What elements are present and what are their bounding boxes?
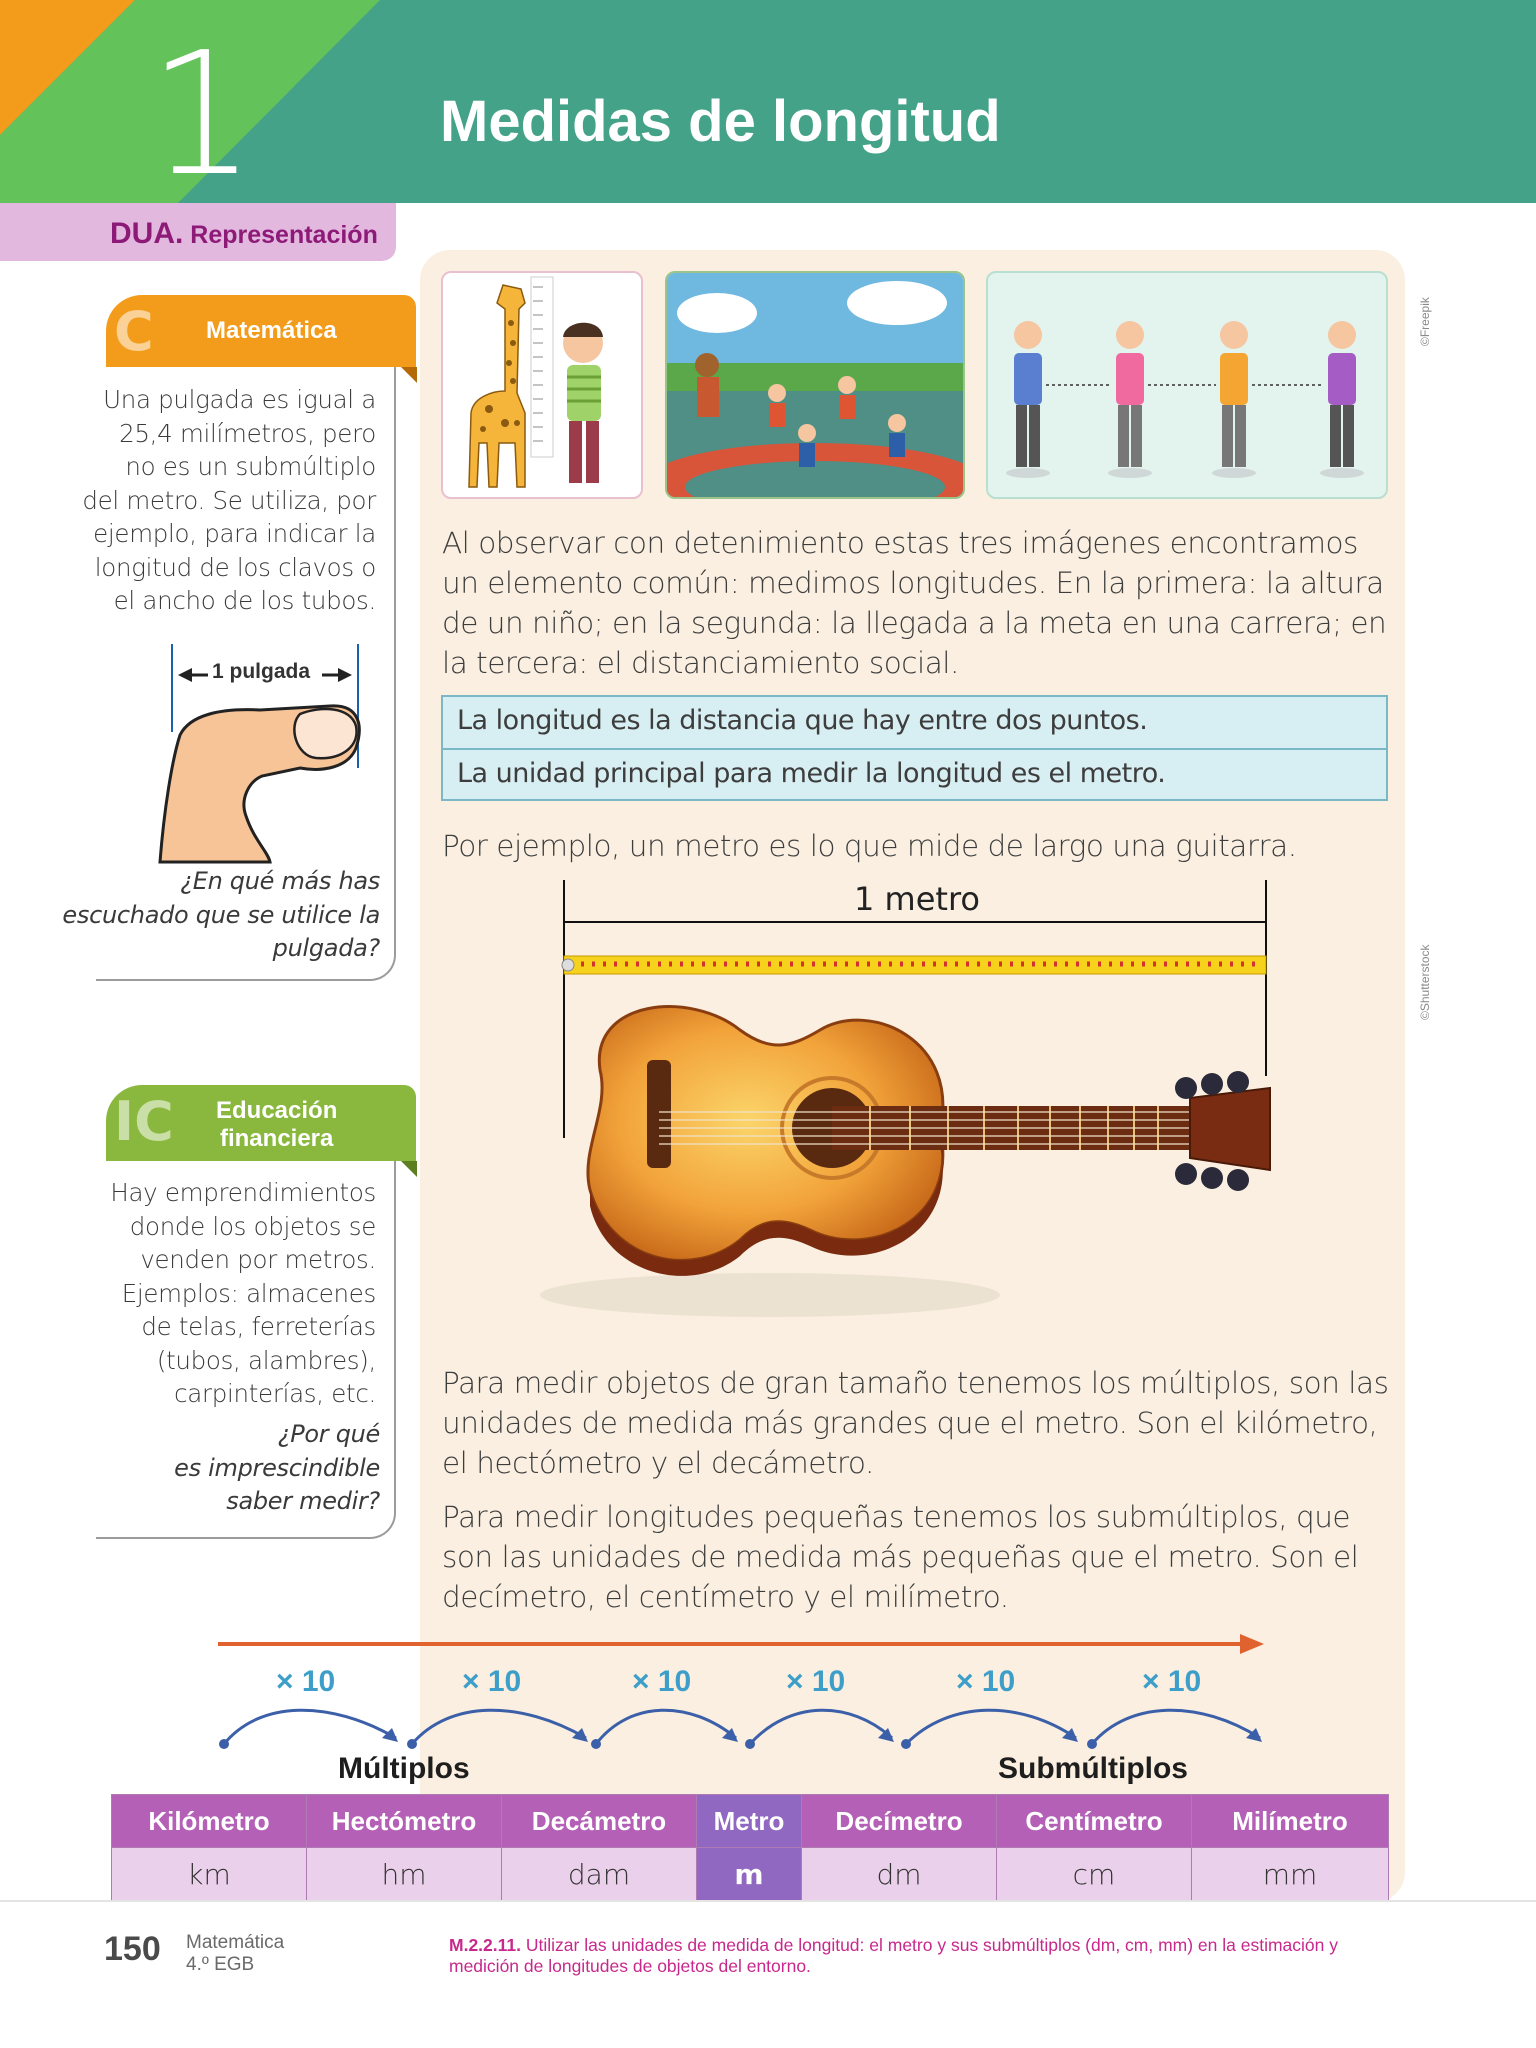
sidebar-tab-label-line1: Educación (216, 1097, 338, 1124)
text-line: ejemplo, para indicar la (93, 519, 376, 548)
curriculum-standard (449, 1935, 1409, 1977)
question-line: es imprescindible (174, 1453, 380, 1482)
footer-divider (0, 1900, 1536, 1902)
question-line: pulgada? (272, 934, 380, 962)
footer-grade: 4.º EGB (186, 1954, 255, 1975)
units-table (111, 1794, 1389, 1902)
factor-label: × 10 (1142, 1665, 1202, 1698)
text-line: Hay emprendimientos (110, 1178, 376, 1207)
tab-fold (401, 367, 417, 383)
text-line: no es un submúltiplo (125, 452, 376, 481)
c-logo-icon: C (114, 300, 154, 363)
submultiples-paragraph: Para medir longitudes pequeñas tenemos los submúltiplos, que son las unidades de medida más pequeñas que el metro. Son el decímetro, el centímetro y el milímetro. (442, 1500, 1359, 1614)
submultiples-label: Submúltiplos (998, 1752, 1188, 1785)
unit-symbol-mm: mm (1192, 1848, 1389, 1902)
sidebar-financiera-text (110, 1176, 376, 1411)
sidebar-matematica-question (62, 865, 380, 966)
chapter-title: Medidas de longitud (440, 89, 1001, 154)
inch-label: 1 pulgada (212, 660, 311, 683)
sidebar-tab-matematica (106, 295, 416, 367)
text-line: (tubos, alambres), (156, 1345, 376, 1375)
text-line: del metro. Se utiliza, por (82, 485, 376, 515)
text-line: Ejemplos: almacenes (121, 1278, 376, 1308)
credit-freepik: ©Freepik (1418, 297, 1432, 346)
photo-social-distancing (986, 271, 1388, 499)
factor-label: × 10 (632, 1665, 692, 1698)
photo-giraffe-height-chart (441, 271, 643, 499)
factor-label: × 10 (276, 1665, 336, 1698)
unit-symbol-dam: dam (502, 1848, 697, 1902)
footer-subject-name: Matemática (186, 1932, 285, 1953)
standard-code: M.2.2.11. (449, 1935, 521, 1955)
dua-tag-bold: DUA. (110, 217, 184, 250)
unit-symbol-hm: hm (307, 1848, 502, 1902)
footer-subject (186, 1932, 284, 1976)
text-line: donde los objetos se (129, 1211, 376, 1241)
intro-paragraph: Al observar con detenimiento estas tres imágenes encontramos un elemento común: medimos longitudes. En la primera: la altura de un niño; en la segunda: la llegada a la meta en una carrera; en la tercera: el distanciamiento social. (442, 526, 1387, 680)
factor-label: × 10 (956, 1665, 1016, 1698)
sidebar-matematica-text (82, 383, 376, 618)
unit-name-decametro: Decámetro (502, 1795, 697, 1848)
unit-symbol-cm: cm (997, 1848, 1192, 1902)
dua-tag-label: Representación (183, 221, 378, 249)
definition-metro: La unidad principal para medir la longitud es el metro. (443, 748, 1386, 799)
credit-shutterstock: ©Shutterstock (1418, 944, 1432, 1020)
unit-name-decimetro: Decímetro (802, 1795, 997, 1848)
unit-name-centimetro: Centímetro (997, 1795, 1192, 1848)
sidebar-tab-label: Matemática (206, 317, 337, 344)
unit-symbol-dm: dm (802, 1848, 997, 1902)
question-line: ¿Por qué (277, 1420, 380, 1448)
definition-box (441, 695, 1388, 801)
guitar-meter-illustration (440, 880, 1340, 1320)
tab-fold (401, 1161, 417, 1177)
multiples-label: Múltiplos (338, 1752, 470, 1785)
standard-text: Utilizar las unidades de medida de longitud: el metro y sus submúltiplos (dm, cm, mm) en la estimación y medición de longitudes de objetos del entorno. (449, 1935, 1339, 1976)
definition-longitud: La longitud es la distancia que hay entre dos puntos. (457, 705, 1148, 736)
question-line: escuchado que se utilice la (62, 900, 380, 929)
photo-children-race (665, 271, 965, 499)
multiples-paragraph: Para medir objetos de gran tamaño tenemos los múltiplos, son las unidades de medida más grandes que el metro. Son el kilómetro, el hectómetro y el decámetro. (442, 1366, 1389, 1480)
units-names-row (112, 1795, 1389, 1848)
example-paragraph: Por ejemplo, un metro es lo que mide de largo una guitarra. (442, 829, 1297, 863)
units-symbols-row (112, 1848, 1389, 1902)
question-line: saber medir? (226, 1487, 380, 1515)
ic-logo-icon: IC (114, 1090, 174, 1153)
factor-label: × 10 (786, 1665, 846, 1698)
text-line: Una pulgada es igual a (103, 385, 376, 414)
text-line: longitud de los clavos o (94, 552, 376, 582)
text-line: carpinterías, etc. (174, 1379, 376, 1408)
text-line: venden por metros. (140, 1245, 376, 1274)
unit-symbol-km: km (112, 1848, 307, 1902)
unit-name-kilometro: Kilómetro (112, 1795, 307, 1848)
unit-name-hectometro: Hectómetro (307, 1795, 502, 1848)
text-line: de telas, ferreterías (141, 1312, 376, 1341)
question-line: ¿En qué más has (180, 867, 380, 895)
sidebar-tab-label (216, 1097, 337, 1153)
text-line: 25,4 milímetros, pero (119, 418, 376, 448)
dua-tag (0, 203, 396, 261)
unit-symbol-m: m (697, 1848, 802, 1902)
chapter-number: 1 (148, 16, 257, 203)
text-line: el ancho de los tubos. (113, 586, 376, 615)
unit-name-milimetro: Milímetro (1192, 1795, 1389, 1848)
unit-name-metro: Metro (697, 1795, 802, 1848)
factor-label: × 10 (462, 1665, 522, 1698)
sidebar-tab-label-line2: financiera (219, 1125, 334, 1152)
sidebar-financiera-question (174, 1418, 380, 1519)
meter-label: 1 metro (854, 880, 980, 918)
sidebar-tab-educacion-financiera (106, 1085, 416, 1161)
page-number: 150 (104, 1930, 161, 1968)
chapter-header (0, 0, 1536, 203)
